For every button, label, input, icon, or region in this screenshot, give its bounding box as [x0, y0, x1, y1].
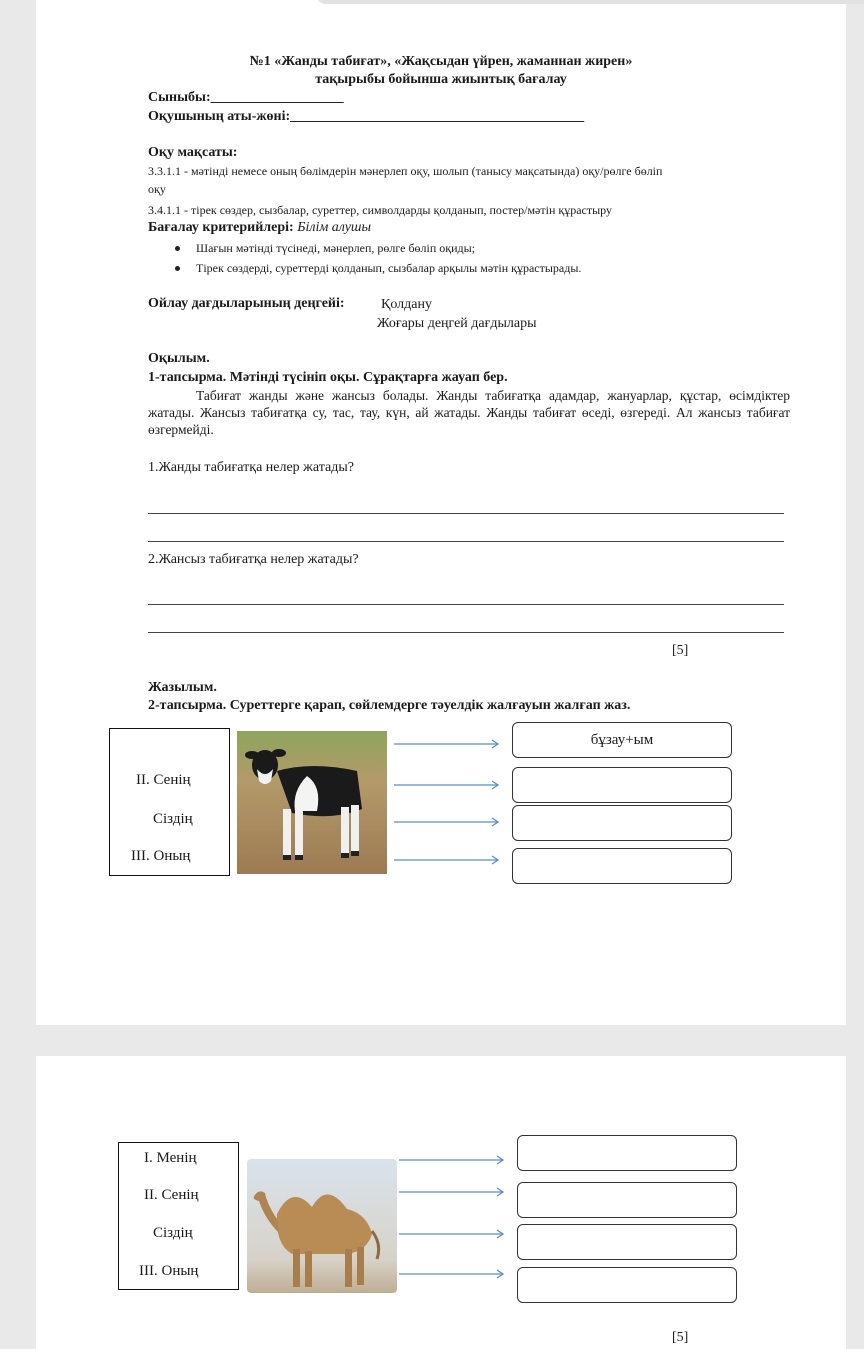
answer-box[interactable]: [517, 1182, 737, 1218]
criteria-subject: Білім алушы: [297, 220, 371, 235]
thinking-level-1: Қолдану: [381, 297, 432, 312]
arrows-group: [394, 736, 504, 872]
writing-score: [5]: [672, 1330, 689, 1345]
writing-task: 2-тапсырма. Суреттерге қарап, сөйлемдерге тәуелдік жалғауын жалғап жаз.: [148, 698, 631, 713]
pronoun-label: II. Сенің: [136, 772, 191, 788]
criteria-heading: [148, 220, 371, 236]
pronoun-label: Сіздің: [153, 811, 193, 827]
class-field: Сыныбы:___________________: [148, 90, 344, 105]
pronoun-label: Сіздің: [153, 1225, 193, 1241]
answer-box[interactable]: [512, 805, 732, 841]
arrows-group: [399, 1154, 509, 1284]
objectives-heading: Оқу мақсаты:: [148, 145, 238, 160]
objective-2: 3.4.1.1 - тірек сөздер, сызбалар, суреттер, символдарды қолданып, постер/мәтін құрастыру: [148, 203, 612, 217]
pronoun-label: I. Менің: [144, 1150, 197, 1166]
pronoun-label: III. Оның: [139, 1263, 199, 1279]
reading-score: [5]: [672, 643, 689, 658]
page-subtitle: тақырыбы бойынша жиынтық бағалау: [315, 72, 567, 87]
bullet-icon: [175, 266, 180, 271]
thinking-level-2: Жоғары деңгей дағдылары: [377, 316, 537, 331]
answer-box[interactable]: [517, 1135, 737, 1171]
answer-box[interactable]: [517, 1224, 737, 1260]
reading-text: Табиғат жанды және жансыз болады. Жанды табиғатқа адамдар, жануарлар, құстар, өсімдіктер жатады. Жансыз табиғатқа су, тас, тау, күн, ай жатады. Жанды табиғат өседі, өзгереді. Ал жансыз табиғат өзгермейді.: [148, 388, 790, 437]
pronoun-label: II. Сенің: [144, 1187, 199, 1203]
document-page-1: [36, 0, 846, 1025]
answer-box[interactable]: [517, 1267, 737, 1303]
answer-line[interactable]: [148, 541, 784, 542]
camel-illustration: [247, 1159, 397, 1293]
overlay-bar: [316, 0, 864, 4]
student-name-field: Оқушының аты-жөні:__________________________________________: [148, 109, 585, 124]
answer-box[interactable]: бұзау+ым: [512, 722, 732, 758]
criteria-item: Шағын мәтінді түсінеді, мәнерлеп, рөлге бөліп оқиды;: [196, 241, 476, 255]
camel-image: [247, 1159, 397, 1293]
objective-1: 3.3.1.1 - мәтінді немесе оның бөлімдерін мәнерлеп оқу, шолып (танысу мақсатында) оқу/рөлге бөліп: [148, 164, 663, 178]
bullet-icon: [175, 246, 180, 251]
answer-line[interactable]: [148, 513, 784, 514]
reading-task: 1-тапсырма. Мәтінді түсініп оқы. Сұрақтарға жауап бер.: [148, 370, 508, 385]
answer-box[interactable]: [512, 848, 732, 884]
pronoun-label: III. Оның: [131, 848, 191, 864]
thinking-label: Ойлау дағдыларының деңгейі:: [148, 296, 345, 311]
answer-line[interactable]: [148, 632, 784, 633]
answer-box[interactable]: [512, 767, 732, 803]
objective-1-cont: оқу: [148, 182, 166, 196]
answer-line[interactable]: [148, 604, 784, 605]
criteria-item: Тірек сөздерді, суреттерді қолданып, сызбалар арқылы мәтін құрастырады.: [196, 261, 582, 275]
page-title: №1 «Жанды табиғат», «Жақсыдан үйрен, жаманнан жирен»: [249, 54, 633, 69]
calf-image: [237, 731, 387, 874]
calf-illustration: [237, 731, 387, 874]
writing-heading: Жазылым.: [148, 680, 217, 695]
reading-heading: Оқылым.: [148, 351, 210, 366]
document-page-2: [36, 1056, 846, 1349]
question-1: 1.Жанды табиғатқа нелер жатады?: [148, 460, 354, 475]
criteria-label: Бағалау критерийлері:: [148, 220, 294, 235]
question-2: 2.Жансыз табиғатқа нелер жатады?: [148, 552, 359, 567]
